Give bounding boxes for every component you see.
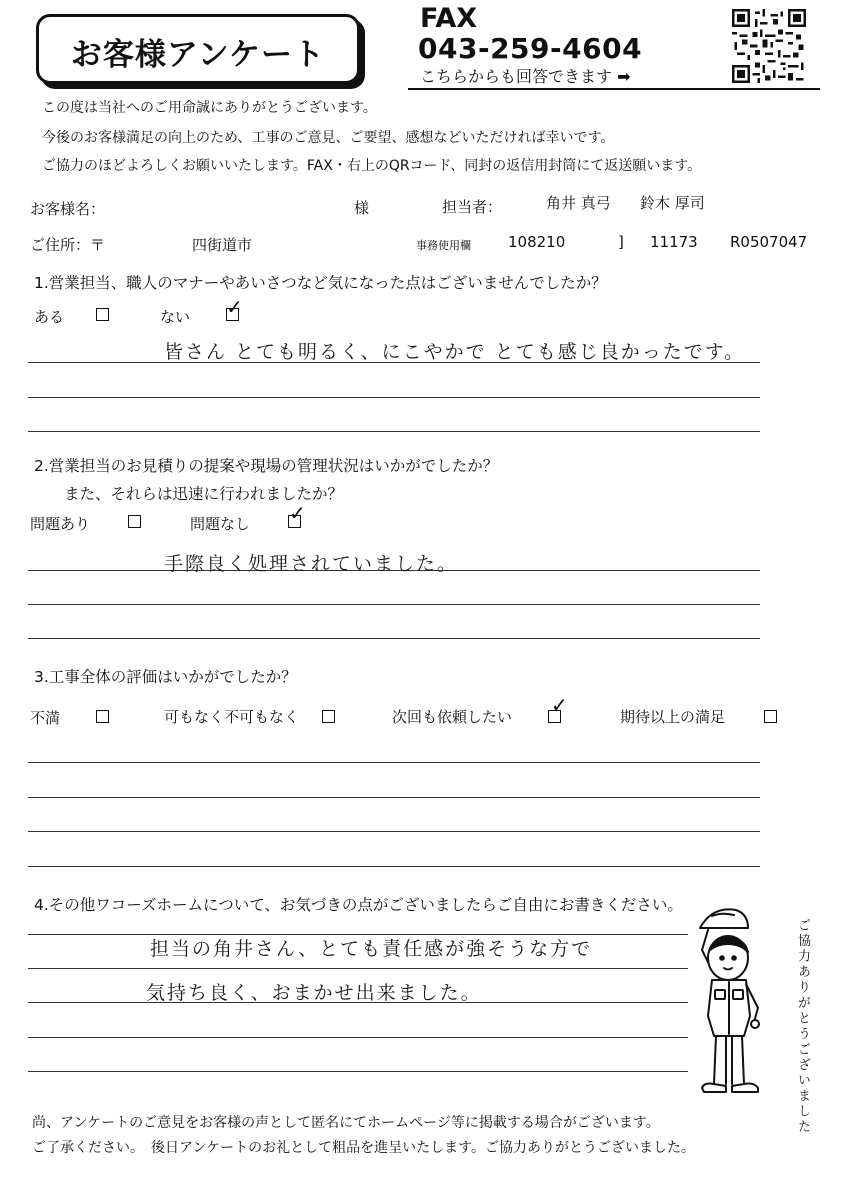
- q4-answer-line-5: [28, 1071, 688, 1072]
- office-code-2: 11173: [650, 233, 698, 251]
- intro-line-3: ご協力のほどよろしくお願いいたします。FAX・右上のQRコード、同封の返信用封筒にて返送願います。: [42, 158, 702, 174]
- q1-question: 1.営業担当、職人のマナーやあいさつなど気になった点はございませんでしたか？: [34, 274, 607, 292]
- survey-title: お客様アンケート: [70, 37, 326, 73]
- intro-line-2: 今後のお客様満足の向上のため、工事のご意見、ご要望、感想などいただければ幸いです。: [42, 130, 615, 146]
- office-code-1: 108210: [508, 233, 566, 251]
- q3-answer-line-3: [28, 831, 760, 832]
- q2-question-line-2: また、それらは迅速に行われましたか？: [64, 485, 344, 503]
- sama-label: 様: [354, 199, 370, 217]
- q3-answer-line-4: [28, 866, 760, 867]
- staff-name-1: 角井 真弓: [546, 194, 611, 212]
- address-label: ご住所：〒: [30, 236, 106, 254]
- survey-title-box: [36, 14, 360, 84]
- q1-answer-line-2: [28, 397, 760, 398]
- q3-option-4-checkbox[interactable]: [764, 710, 777, 723]
- office-mark: ]: [618, 233, 624, 251]
- q3-option-2-label: 可もなく不可もなく: [164, 708, 300, 726]
- qr-code-icon[interactable]: [732, 9, 806, 83]
- staff-name-2: 鈴木 厚司: [640, 194, 705, 212]
- q3-option-1-checkbox[interactable]: [96, 710, 109, 723]
- q2-option-yes-checkbox[interactable]: [128, 515, 141, 528]
- q4-answer-line-4: [28, 1037, 688, 1038]
- q4-handwritten-answer-2: 気持ち良く、おまかせ出来ました。: [146, 982, 482, 1004]
- q2-handwritten-answer: 手際良く処理されていました。: [164, 553, 459, 575]
- staff-label: 担当者：: [442, 198, 503, 216]
- fax-label: FAX: [420, 3, 478, 34]
- intro-line-1: この度は当社へのご用命誠にありがとうございます。: [42, 100, 377, 116]
- q2-option-no-label: 問題なし: [190, 515, 251, 533]
- thanks-vertical-text: ご協力ありがとうございました: [795, 918, 810, 1135]
- fax-note: こちらからも回答できます ➡: [420, 67, 631, 86]
- q3-option-3-label: 次回も依頼したい: [392, 708, 513, 726]
- worker-illustration: [682, 898, 782, 1106]
- q1-option-yes-checkbox[interactable]: [96, 308, 109, 321]
- q1-option-yes-label: ある: [34, 308, 65, 326]
- q2-option-yes-label: 問題あり: [30, 515, 91, 533]
- q3-option-1-label: 不満: [30, 709, 61, 727]
- q1-option-no-label: ない: [160, 308, 191, 326]
- q4-handwritten-answer-1: 担当の角井さん、とても責任感が強そうな方で: [150, 938, 593, 960]
- q3-option-2-checkbox[interactable]: [322, 710, 335, 723]
- fax-divider: [408, 88, 820, 90]
- fax-number: 043-259-4604: [418, 32, 643, 65]
- q4-question: 4.その他ワコーズホームについて、お気づきの点がございましたらご自由にお書きください。: [34, 896, 683, 914]
- q1-checkmark-icon: ✓: [226, 295, 243, 319]
- footer-line-2: ご了承ください。 後日アンケートのお礼として粗品を進呈いたします。ご協力ありがとうございました。: [32, 1140, 696, 1156]
- address-value: 四街道市: [192, 236, 253, 254]
- q3-question: 3.工事全体の評価はいかがでしたか？: [34, 668, 297, 686]
- footer-line-1: 尚、アンケートのご意見をお客様の声として匿名にてホームページ等に掲載する場合がございます。: [32, 1115, 660, 1131]
- q2-answer-line-3: [28, 638, 760, 639]
- q3-option-4-label: 期待以上の満足: [620, 708, 726, 726]
- q4-answer-line-2: [28, 968, 688, 969]
- q2-answer-line-2: [28, 604, 760, 605]
- q1-answer-line-3: [28, 431, 760, 432]
- q1-handwritten-answer: 皆さん とても明るく、にこやかで とても感じ良かったです。: [164, 341, 746, 363]
- q2-checkmark-icon: ✓: [289, 501, 306, 525]
- q3-checkmark-icon: ✓: [551, 693, 568, 717]
- q3-answer-line-2: [28, 797, 760, 798]
- q3-answer-line-1: [28, 762, 760, 763]
- q2-question: 2.営業担当のお見積りの提案や現場の管理状況はいかがでしたか？: [34, 457, 499, 475]
- office-use-label: 事務使用欄: [416, 239, 471, 252]
- customer-name-label: お客様名：: [30, 200, 106, 218]
- office-code-3: R0507047: [730, 233, 808, 251]
